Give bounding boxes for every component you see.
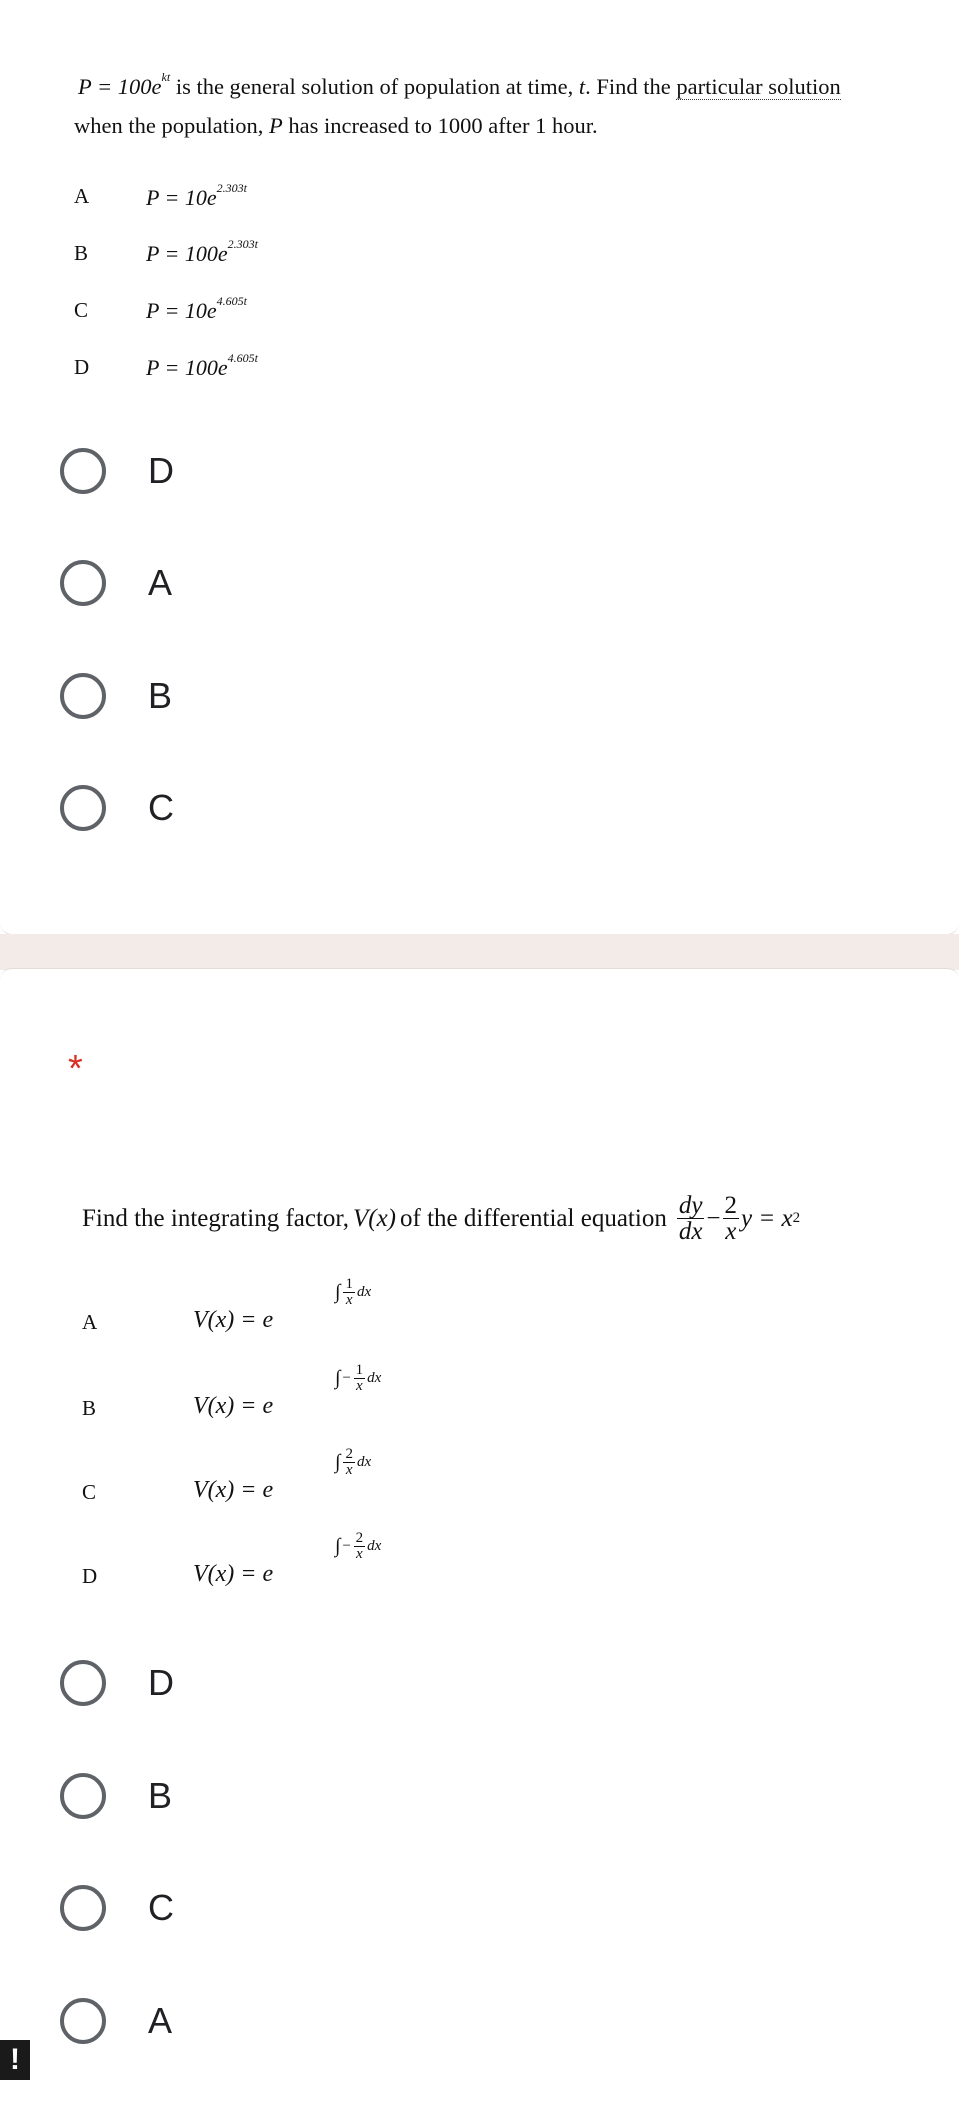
q1-option-b-exp: 2.303t: [227, 237, 258, 251]
q1-option-a-letter: A: [74, 184, 90, 208]
q2-option-d-letter: D: [82, 1564, 98, 1588]
choice-label: A: [148, 562, 173, 603]
exp-fraction: [354, 1363, 366, 1394]
q2-option-d-lhs: V(x) = e: [193, 1561, 274, 1587]
stem-formula: P = 100e: [78, 74, 162, 99]
q1-option-c-exp: 4.605t: [216, 294, 247, 308]
q2-option-b-letter: B: [82, 1396, 97, 1420]
stem-text-3: when the population,: [74, 113, 269, 138]
radio-button[interactable]: [60, 1660, 106, 1706]
question-card-1: [0, 0, 959, 935]
q2-option-c-equation: [193, 1446, 372, 1504]
stem2-fraction: [723, 1193, 740, 1244]
q1-option-b-equation: [146, 237, 258, 267]
stem2-x: x: [723, 1218, 740, 1244]
stem-underlined-phrase: particular solution: [676, 74, 841, 99]
stem2-minus: −: [706, 1204, 721, 1232]
question-1-stem-line-1: [78, 70, 841, 100]
q1-choice-1[interactable]: [60, 441, 174, 501]
question-card-2: [0, 968, 959, 2122]
q2-option-d-exponent: [335, 1531, 381, 1562]
exp-fraction: [343, 1447, 355, 1478]
exp-dx: dx: [356, 1454, 372, 1470]
q2-option-c-exponent: [335, 1447, 371, 1478]
q2-choice-1[interactable]: [60, 1653, 174, 1713]
q2-choice-4[interactable]: [60, 1991, 172, 2051]
q2-option-a-equation: [193, 1276, 372, 1334]
exp-fraction: [354, 1531, 366, 1562]
exp-den: x: [343, 1462, 355, 1478]
radio-button[interactable]: [60, 673, 106, 719]
radio-button[interactable]: [60, 448, 106, 494]
alert-icon[interactable]: !: [0, 2040, 30, 2080]
exp-sign: −: [341, 1538, 352, 1554]
q1-choice-4[interactable]: [60, 778, 174, 838]
radio-button[interactable]: [60, 1773, 106, 1819]
q1-option-c-lhs: P = 10e: [146, 298, 217, 323]
choice-label: D: [148, 1662, 174, 1703]
stem-text-4: has increased to 1000 after 1 hour.: [282, 113, 598, 138]
q2-option-a-exponent: [335, 1277, 371, 1308]
q2-option-d-equation: [193, 1530, 382, 1588]
radio-button[interactable]: [60, 1998, 106, 2044]
q1-option-a-lhs: P = 10e: [146, 185, 217, 210]
exp-dx: dx: [367, 1538, 382, 1554]
exp-fraction: [343, 1277, 355, 1308]
exp-num: 1: [345, 1276, 353, 1292]
q1-option-c-letter: C: [74, 298, 89, 322]
q2-option-a-lhs: V(x) = e: [193, 1307, 274, 1333]
exp-num: 1: [355, 1362, 364, 1378]
stem2-vx: V(x): [352, 1204, 397, 1232]
choice-label: A: [148, 2000, 173, 2041]
stem2-rhs: y = x: [741, 1204, 793, 1232]
radio-button[interactable]: [60, 560, 106, 606]
integral-sign: ∫: [335, 1281, 341, 1303]
stem2-text-1: Find the integrating factor,: [82, 1204, 349, 1232]
q1-option-d-letter: D: [74, 355, 90, 379]
choice-label: C: [148, 1887, 174, 1928]
stem2-dx: dx: [678, 1218, 703, 1245]
question-1-stem-line-2: [74, 113, 598, 139]
card-separator: [0, 934, 959, 970]
exp-num: 2: [345, 1446, 353, 1462]
q1-option-a-exp: 2.303t: [216, 181, 247, 195]
q1-option-d-equation: [146, 351, 258, 381]
stem-var-t: t: [578, 74, 586, 99]
q1-option-c-equation: [146, 294, 247, 324]
stem2-rhs-exp: 2: [792, 1210, 801, 1226]
integral-sign: ∫: [335, 1451, 341, 1473]
integral-sign: ∫: [335, 1367, 341, 1389]
q2-option-b-exponent: [335, 1363, 381, 1394]
radio-button[interactable]: [60, 1885, 106, 1931]
question-2-stem: [82, 1193, 800, 1244]
choice-label: D: [148, 450, 174, 491]
stem2-derivative: [677, 1193, 705, 1244]
radio-button[interactable]: [60, 785, 106, 831]
stem-var-p: P: [268, 113, 283, 138]
required-asterisk: *: [68, 1048, 83, 1090]
q2-option-c-lhs: V(x) = e: [193, 1477, 274, 1503]
q2-option-a-letter: A: [82, 1310, 98, 1334]
choice-label: B: [148, 675, 173, 716]
q1-choice-3[interactable]: [60, 666, 172, 726]
stem-text-1: is the general solution of population at time,: [170, 74, 579, 99]
exp-den: x: [354, 1546, 366, 1562]
q2-option-b-lhs: V(x) = e: [193, 1393, 274, 1419]
exp-den: x: [354, 1378, 366, 1394]
choice-label: C: [148, 787, 174, 828]
exp-sign: −: [341, 1370, 352, 1386]
stem2-text-2: of the differential equation: [400, 1204, 667, 1232]
integral-sign: ∫: [335, 1535, 341, 1557]
q1-option-b-letter: B: [74, 241, 89, 265]
choice-label: B: [148, 1775, 173, 1816]
q1-option-d-lhs: P = 100e: [146, 355, 228, 380]
q2-choice-3[interactable]: [60, 1878, 174, 1938]
q2-option-b-equation: [193, 1362, 382, 1420]
exp-dx: dx: [356, 1284, 372, 1300]
q2-option-c-letter: C: [82, 1480, 97, 1504]
q1-option-d-exp: 4.605t: [227, 351, 258, 365]
q2-option-a-expr: [193, 1276, 372, 1334]
q1-choice-2[interactable]: [60, 553, 172, 613]
stem2-dy: dy: [678, 1192, 703, 1219]
q2-choice-2[interactable]: [60, 1766, 172, 1826]
q1-option-a-equation: [146, 181, 247, 211]
exp-dx: dx: [367, 1370, 382, 1386]
q2-option-b-expr: [193, 1362, 382, 1420]
exp-num: 2: [355, 1530, 364, 1546]
q2-option-c-expr: [193, 1446, 372, 1504]
q1-option-b-lhs: P = 100e: [146, 241, 228, 266]
q2-option-d-expr: [193, 1530, 382, 1588]
exp-den: x: [343, 1292, 355, 1308]
stem2-two: 2: [724, 1192, 738, 1219]
stem-text-2: . Find the: [585, 74, 677, 99]
stem-formula-exponent: kt: [161, 70, 171, 84]
